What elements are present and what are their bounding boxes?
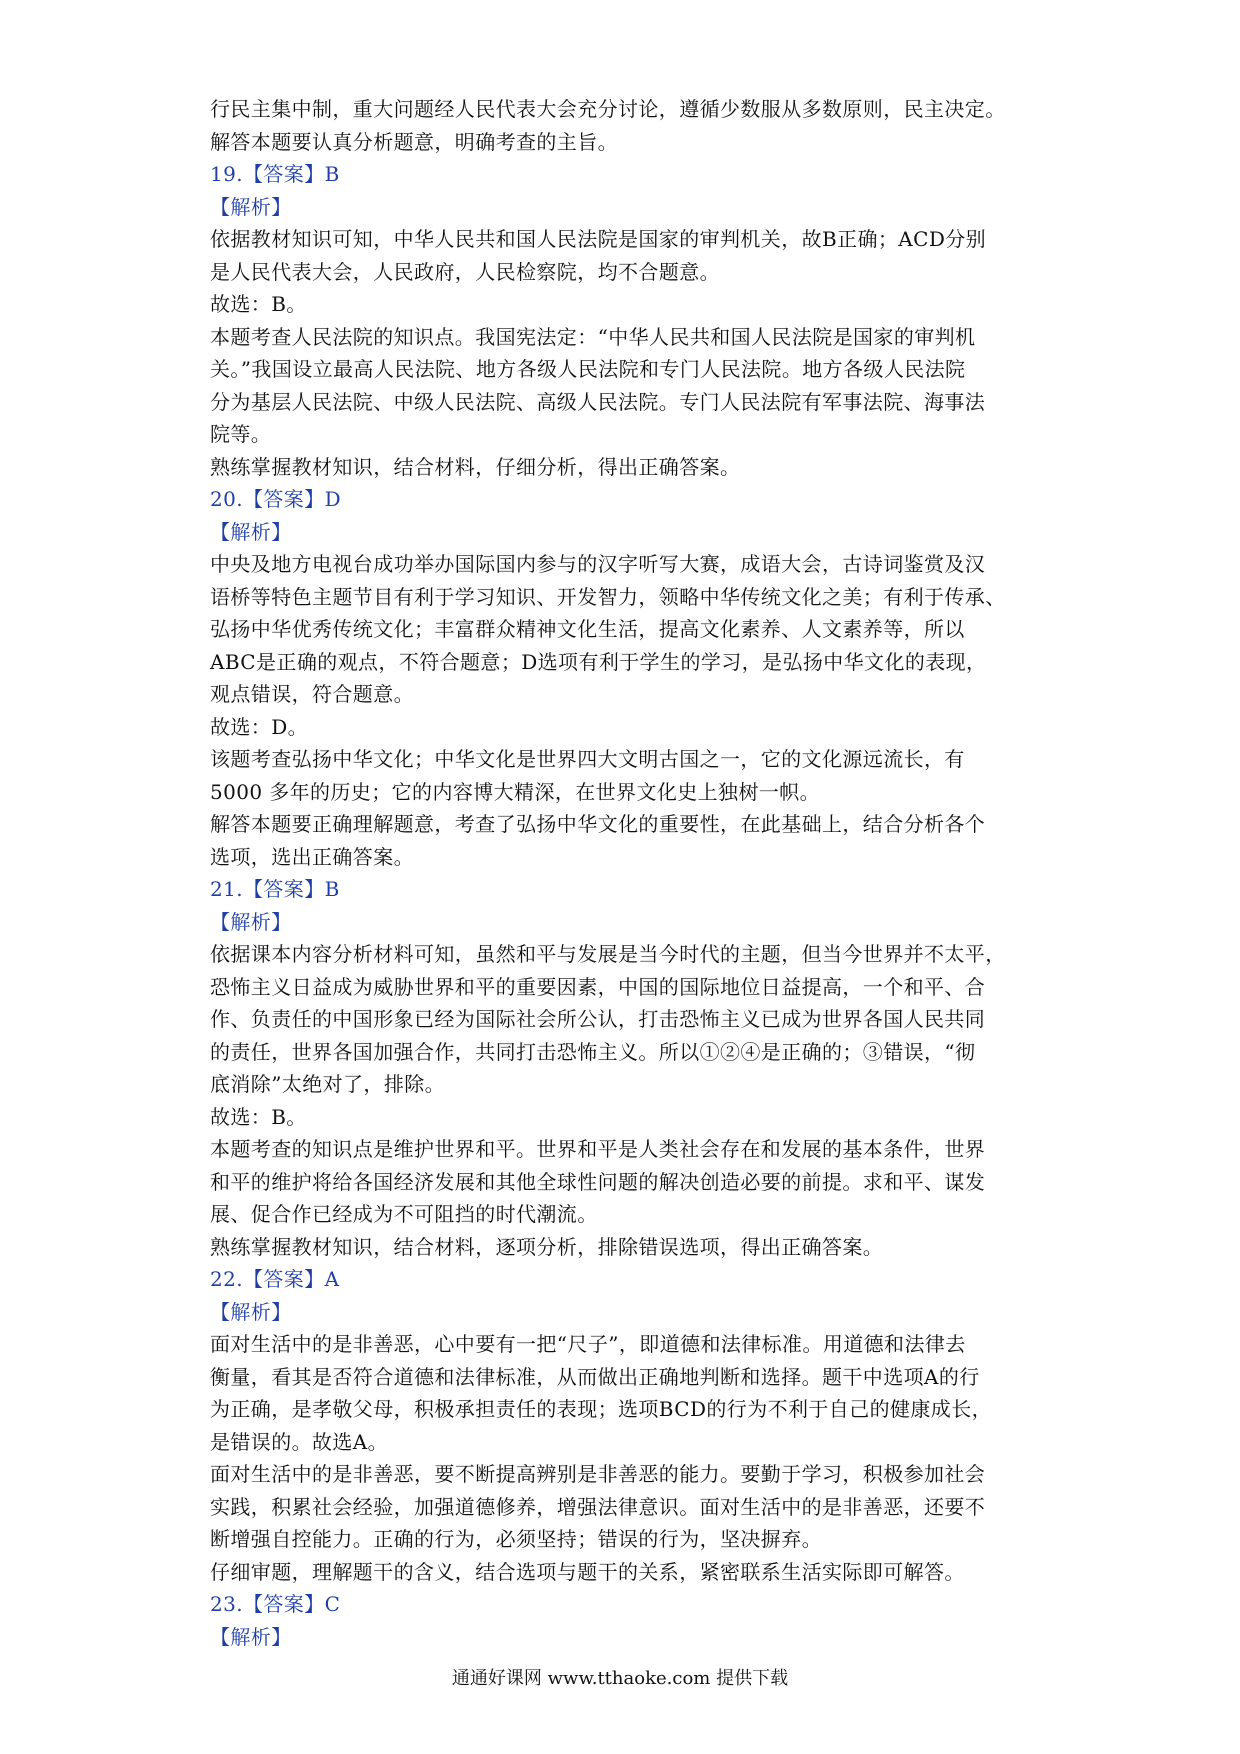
- paragraph-line: 是人民代表大会，人民政府，人民检察院，均不合题意。: [210, 259, 720, 284]
- paragraph-line: 面对生活中的是非善恶，心中要有一把“尺子”，即道德和法律标准。用道德和法律去: [210, 1332, 966, 1356]
- paragraph-line: 故选：B。: [210, 292, 307, 316]
- paragraph-line: 依据教材知识可知，中华人民共和国人民法院是国家的审判机关，故B正确；ACD分别: [210, 227, 987, 251]
- analysis-heading: 【解析】: [210, 194, 292, 219]
- paragraph-line: 弘扬中华优秀传统文化；丰富群众精神文化生活，提高文化素养、人文素养等，所以: [210, 617, 965, 641]
- paragraph-line: 关。”我国设立最高人民法院、地方各级人民法院和专门人民法院。地方各级人民法院: [210, 357, 966, 381]
- paragraph-line: 依据课本内容分析材料可知，虽然和平与发展是当今时代的主题，但当今世界并不太平，: [210, 942, 1006, 966]
- analysis-heading: 【解析】: [210, 1299, 292, 1324]
- analysis-heading: 【解析】: [210, 519, 292, 544]
- paragraph-line: 本题考查的知识点是维护世界和平。世界和平是人类社会存在和发展的基本条件，世界: [210, 1137, 986, 1161]
- paragraph-line: 展、促合作已经成为不可阻挡的时代潮流。: [210, 1202, 598, 1226]
- paragraph-line: 是错误的。故选A。: [210, 1429, 389, 1454]
- analysis-heading: 【解析】: [210, 1624, 292, 1649]
- analysis-heading: 【解析】: [210, 909, 292, 934]
- paragraph-line: 的责任，世界各国加强合作，共同打击恐怖主义。所以①②④是正确的；③错误，“彻: [210, 1039, 976, 1064]
- paragraph-line: 该题考查弘扬中华文化；中华文化是世界四大文明古国之一，它的文化源远流长，有: [210, 747, 965, 771]
- paragraph-line: 断增强自控能力。正确的行为，必须坚持；错误的行为，坚决摒弃。: [210, 1527, 822, 1551]
- paragraph-line: 面对生活中的是非善恶，要不断提高辨别是非善恶的能力。要勤于学习，积极参加社会: [210, 1462, 986, 1486]
- paragraph-line: 解答本题要正确理解题意，考查了弘扬中华文化的重要性，在此基础上，结合分析各个: [210, 812, 986, 836]
- paragraph-line: 本题考查人民法院的知识点。我国宪法定：“中华人民共和国人民法院是国家的审判机: [210, 324, 976, 349]
- paragraph-line: 解答本题要认真分析题意，明确考查的主旨。: [210, 129, 618, 154]
- paragraph-line: 实践，积累社会经验，加强道德修养，增强法律意识。面对生活中的是非善恶，还要不: [210, 1494, 986, 1519]
- document-body: [210, 93, 1040, 1653]
- answer-heading: 23.【答案】C: [210, 1592, 341, 1616]
- paragraph-line: 院等。: [210, 422, 272, 446]
- paragraph-line: 作、负责任的中国形象已经为国际社会所公认，打击恐怖主义已成为世界各国人民共同: [210, 1007, 986, 1031]
- paragraph-line: 语桥等特色主题节目有利于学习知识、开发智力，领略中华传统文化之美；有利于传承、: [210, 584, 1006, 609]
- paragraph-line: 观点错误，符合题意。: [210, 682, 414, 706]
- paragraph-line: 熟练掌握教材知识，结合材料，逐项分析，排除错误选项，得出正确答案。: [210, 1234, 884, 1259]
- paragraph-line: 衡量，看其是否符合道德和法律标准，从而做出正确地判断和选择。题干中选项A的行: [210, 1364, 980, 1389]
- answer-heading: 22.【答案】A: [210, 1267, 340, 1291]
- paragraph-line: 仔细审题，理解题干的含义，结合选项与题干的关系，紧密联系生活实际即可解答。: [210, 1559, 965, 1584]
- paragraph-line: 底消除”太绝对了，排除。: [210, 1072, 446, 1096]
- paragraph-line: ABC是正确的观点，不符合题意；D选项有利于学生的学习，是弘扬中华文化的表现，: [210, 649, 987, 674]
- paragraph-line: 分为基层人民法院、中级人民法院、高级人民法院。专门人民法院有军事法院、海事法: [210, 389, 986, 414]
- answer-heading: 19.【答案】B: [210, 162, 340, 186]
- paragraph-line: 熟练掌握教材知识，结合材料，仔细分析，得出正确答案。: [210, 454, 741, 479]
- paragraph-line: 和平的维护将给各国经济发展和其他全球性问题的解决创造必要的前提。求和平、谋发: [210, 1169, 986, 1194]
- paragraph-line: 5000 多年的历史；它的内容博大精深，在世界文化史上独树一帜。: [210, 779, 821, 804]
- paragraph-line: 为正确，是孝敬父母，积极承担责任的表现；选项BCD的行为不利于自己的健康成长，: [210, 1397, 993, 1421]
- answer-heading: 21.【答案】B: [210, 877, 340, 901]
- paragraph-line: 故选：D。: [210, 714, 309, 739]
- page-footer: 通通好课网 www.tthaoke.com 提供下载: [451, 1668, 789, 1689]
- answer-heading: 20.【答案】D: [210, 487, 342, 511]
- paragraph-line: 选项，选出正确答案。: [210, 844, 414, 869]
- paragraph-line: 故选：B。: [210, 1104, 307, 1129]
- paragraph-line: 恐怖主义日益成为威胁世界和平的重要因素，中国的国际地位日益提高，一个和平、合: [210, 974, 986, 999]
- paragraph-line: 中央及地方电视台成功举办国际国内参与的汉字听写大赛，成语大会，古诗词鉴赏及汉: [210, 552, 986, 576]
- paragraph-line: 行民主集中制，重大问题经人民代表大会充分讨论，遵循少数服从多数原则，民主决定。: [210, 97, 1006, 121]
